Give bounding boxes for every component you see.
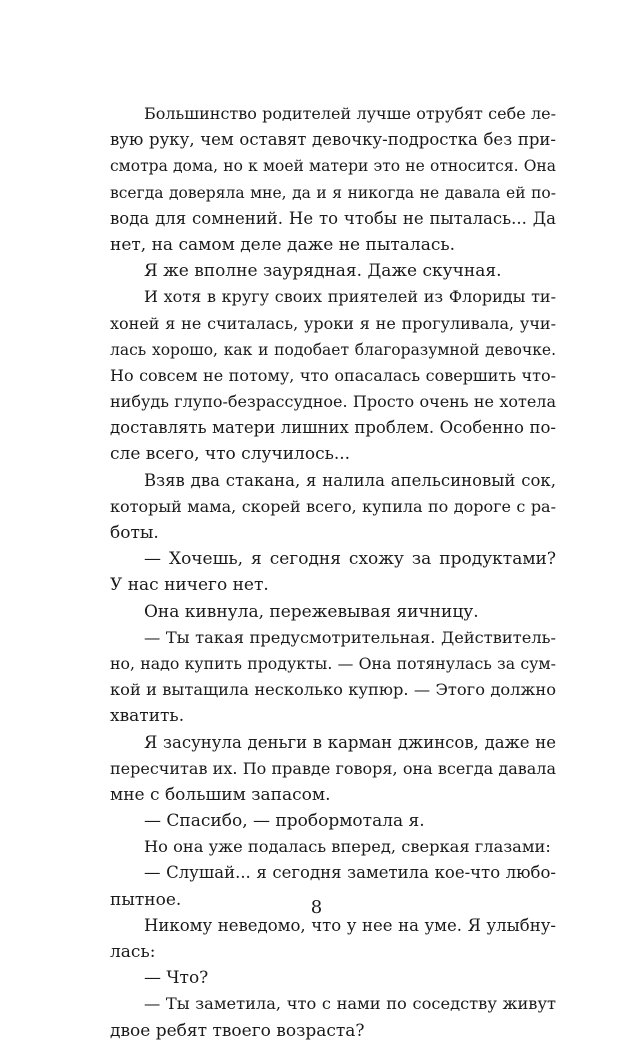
text-line: сле всего, что случилось... bbox=[110, 444, 351, 465]
text-line: который мама, скорей всего, купила по дороге с ра- bbox=[110, 496, 556, 516]
text-line: Но совсем не потому, что опасалась совершить что- bbox=[110, 365, 556, 385]
text-line: — Спасибо, — пробормотала я. bbox=[144, 811, 425, 832]
text-line: хватить. bbox=[110, 706, 185, 727]
text-line: — Хочешь, я сегодня схожу за продуктами? bbox=[144, 549, 556, 570]
text-line: Но она уже подалась вперед, сверкая глазами: bbox=[144, 837, 551, 857]
text-line: Она кивнула, пережевывая яичницу. bbox=[144, 601, 479, 622]
text-line: Я засунула деньги в карман джинсов, даже не bbox=[144, 732, 556, 752]
text-line: пересчитав их. По правде говоря, она всегда давала bbox=[110, 758, 556, 778]
text-line: кой и вытащила несколько купюр. — Этого должно bbox=[110, 680, 556, 700]
text-line: всегда доверяла мне, да и я никогда не давала ей по- bbox=[110, 183, 556, 202]
text-line: доставлять матери лишних проблем. Особенно по- bbox=[110, 418, 556, 438]
text-line: И хотя в кругу своих приятелей из Флориды ти- bbox=[144, 287, 556, 307]
text-line: У нас ничего нет. bbox=[110, 575, 269, 596]
text-line: — Ты такая предусмотрительная. Действитель- bbox=[144, 627, 556, 647]
text-line: боты. bbox=[110, 523, 159, 543]
text-line: вода для сомнений. Не то чтобы не пыталась... Да bbox=[110, 208, 556, 228]
text-line: Большинство родителей лучше отрубят себе ле- bbox=[144, 104, 556, 123]
text-line: Я же вполне заурядная. Даже скучная. bbox=[144, 261, 502, 282]
text-line: лась хорошо, как и подобает благоразумной девочке. bbox=[110, 340, 556, 359]
text-line: Взяв два стакана, я налила апельсиновый сок, bbox=[144, 470, 556, 490]
text-line: пытное. bbox=[110, 889, 182, 910]
text-line: смотра дома, но к моей матери это не относится. Она bbox=[110, 157, 556, 176]
text-line: мне с большим запасом. bbox=[110, 784, 331, 805]
text-line: — Ты заметила, что с нами по соседству живут bbox=[144, 994, 556, 1014]
text-line: нибудь глупо-безрассудное. Просто очень не хотела bbox=[110, 392, 556, 412]
page-number: 8 bbox=[310, 897, 323, 918]
text-line: вую руку, чем оставят девочку-подростка без при- bbox=[110, 130, 556, 150]
text-line: — Что? bbox=[144, 968, 209, 989]
text-line: хоней я не считалась, уроки я не прогуливала, учи- bbox=[110, 313, 556, 333]
text-line: лась: bbox=[110, 942, 156, 962]
text-line: нет, на самом деле даже не пыталась. bbox=[110, 234, 456, 255]
text-line: Никому неведомо, что у нее на уме. Я улыбну- bbox=[144, 915, 556, 935]
text-line: но, надо купить продукты. — Она потянулась за сум- bbox=[110, 653, 556, 673]
text-line: — Слушай... я сегодня заметила кое-что любо- bbox=[144, 863, 556, 883]
text-line: двое ребят твоего возраста? bbox=[110, 1020, 365, 1041]
